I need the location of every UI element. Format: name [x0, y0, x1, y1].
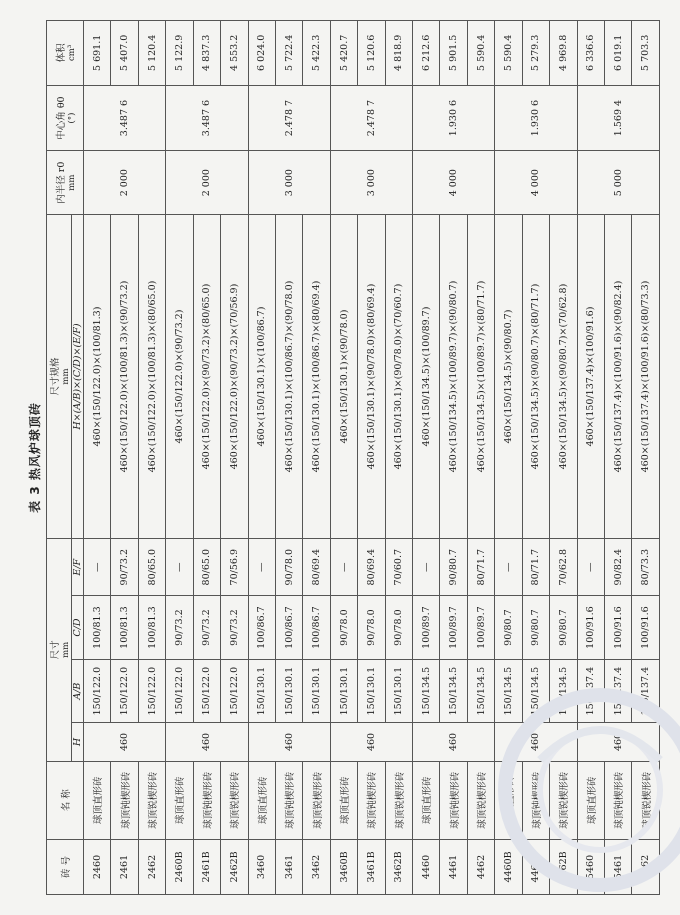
- cell-ab: 150/137.4: [632, 659, 660, 723]
- cell-ef: —: [166, 539, 193, 596]
- cell-radius: 4 000: [413, 151, 495, 215]
- header-name: 名 称: [47, 761, 84, 839]
- cell-radius: 3 000: [330, 151, 412, 215]
- cell-cd: 100/89.7: [467, 596, 494, 660]
- cell-spec: 460×(150/134.5)×(100/89.7): [413, 214, 440, 538]
- cell-spec: 460×(150/134.5)×(90/80.7): [495, 214, 522, 538]
- cell-spec: 460×(150/122.0)×(90/73.2)×(80/65.0): [193, 214, 220, 538]
- cell-ef: —: [330, 539, 357, 596]
- cell-volume: 6 336.6: [577, 21, 604, 86]
- brick-table: [46, 20, 660, 895]
- cell-code: 2462: [138, 839, 165, 894]
- cell-name: 球顶钝楔形砖: [111, 761, 138, 839]
- cell-name: 球顶直形砖: [495, 761, 522, 839]
- cell-ab: 150/122.0: [84, 659, 111, 723]
- header-angle-label: 中心角 θ0: [56, 96, 67, 140]
- cell-code: 4460B: [495, 839, 522, 894]
- header-radius-label: 内半径 r0: [56, 161, 67, 204]
- cell-cd: 100/86.7: [275, 596, 302, 660]
- cell-name: 球顶钝楔形砖: [275, 761, 302, 839]
- header-spec-label: 尺寸规格: [50, 357, 61, 396]
- cell-code: 2460: [84, 839, 111, 894]
- cell-radius: 4 000: [495, 151, 577, 215]
- table-row: [577, 21, 604, 895]
- cell-name: 球顶锐楔形砖: [221, 761, 248, 839]
- cell-ab: 150/122.0: [221, 659, 248, 723]
- cell-cd: 100/91.6: [632, 596, 660, 660]
- cell-spec: 460×(150/122.0)×(90/73.2): [166, 214, 193, 538]
- cell-ef: 90/78.0: [275, 539, 302, 596]
- cell-ab: 150/134.5: [550, 659, 577, 723]
- cell-ef: 90/73.2: [111, 539, 138, 596]
- cell-name: 球顶直形砖: [166, 761, 193, 839]
- cell-volume: 4 837.3: [193, 21, 220, 86]
- cell-ef: 80/73.3: [632, 539, 660, 596]
- cell-ab: 150/122.0: [193, 659, 220, 723]
- cell-code: 2460B: [166, 839, 193, 894]
- cell-volume: 6 019.1: [605, 21, 632, 86]
- cell-cd: 100/86.7: [248, 596, 275, 660]
- cell-cd: 90/73.2: [193, 596, 220, 660]
- table-row: [248, 21, 275, 895]
- table-row: [413, 21, 440, 895]
- cell-spec: 460×(150/134.5)×(100/89.7)×(80/71.7): [467, 214, 494, 538]
- cell-volume: 5 279.3: [522, 21, 549, 86]
- cell-H: 460: [495, 723, 577, 761]
- header-radius: [47, 151, 84, 215]
- cell-spec: 460×(150/134.5)×(90/80.7)×(70/62.8): [550, 214, 577, 538]
- header-volume-unit: cm³: [67, 44, 77, 61]
- cell-name: 球顶钝楔形砖: [605, 761, 632, 839]
- cell-ab: 150/137.4: [577, 659, 604, 723]
- cell-ef: 70/56.9: [221, 539, 248, 596]
- cell-volume: 5 691.1: [84, 21, 111, 86]
- cell-cd: 100/81.3: [84, 596, 111, 660]
- cell-ab: 150/134.5: [522, 659, 549, 723]
- header-dims-unit: mm: [61, 641, 71, 658]
- cell-volume: 5 407.0: [111, 21, 138, 86]
- cell-spec: 460×(150/137.4)×(100/91.6)×(90/82.4): [605, 214, 632, 538]
- cell-volume: 5 722.4: [275, 21, 302, 86]
- cell-name: 球顶锐楔形砖: [303, 761, 330, 839]
- cell-ef: —: [248, 539, 275, 596]
- cell-cd: 90/73.2: [166, 596, 193, 660]
- cell-H: 460: [248, 723, 330, 761]
- table-row: [84, 21, 111, 895]
- cell-code: 3461: [275, 839, 302, 894]
- cell-cd: 100/91.6: [577, 596, 604, 660]
- cell-volume: 4 818.9: [385, 21, 412, 86]
- cell-name: 球顶钝楔形砖: [522, 761, 549, 839]
- cell-H: 460: [166, 723, 248, 761]
- cell-name: 球顶锐楔形砖: [138, 761, 165, 839]
- cell-ef: 90/80.7: [440, 539, 467, 596]
- cell-ef: 80/65.0: [193, 539, 220, 596]
- cell-spec: 460×(150/130.1)×(100/86.7)×(80/69.4): [303, 214, 330, 538]
- cell-volume: 5 901.5: [440, 21, 467, 86]
- table-row: [495, 21, 522, 895]
- cell-ab: 150/134.5: [495, 659, 522, 723]
- cell-ab: 150/137.4: [605, 659, 632, 723]
- cell-radius: 5 000: [577, 151, 659, 215]
- cell-volume: 6 024.0: [248, 21, 275, 86]
- header-volume-label: 体积: [56, 43, 67, 63]
- header-CD: C/D: [72, 596, 84, 660]
- cell-cd: 100/89.7: [440, 596, 467, 660]
- cell-ef: 90/82.4: [605, 539, 632, 596]
- table-body: [84, 21, 660, 895]
- cell-ab: 150/122.0: [138, 659, 165, 723]
- table-row: [166, 21, 193, 895]
- cell-radius: 2 000: [166, 151, 248, 215]
- header-radius-unit: mm: [67, 174, 77, 191]
- header-spec-unit: mm: [61, 368, 71, 385]
- cell-code: 4461: [440, 839, 467, 894]
- cell-radius: 3 000: [248, 151, 330, 215]
- cell-cd: 100/91.6: [605, 596, 632, 660]
- cell-code: 5461: [605, 839, 632, 894]
- cell-H: 460: [330, 723, 412, 761]
- cell-code: 4462: [467, 839, 494, 894]
- cell-cd: 90/73.2: [221, 596, 248, 660]
- cell-ef: 70/62.8: [550, 539, 577, 596]
- cell-cd: 90/80.7: [495, 596, 522, 660]
- cell-spec: 460×(150/122.0)×(100/81.3): [84, 214, 111, 538]
- header-spec-formula: H×(A/B)×(C/D)×(E/F): [72, 214, 84, 538]
- cell-cd: 90/78.0: [358, 596, 385, 660]
- cell-ab: 150/122.0: [111, 659, 138, 723]
- header-code: 砖 号: [47, 839, 84, 894]
- cell-angle: 3.487 6: [84, 85, 166, 151]
- cell-ab: 150/130.1: [248, 659, 275, 723]
- cell-ab: 150/134.5: [413, 659, 440, 723]
- cell-code: 3460: [248, 839, 275, 894]
- cell-name: 球顶锐楔形砖: [632, 761, 660, 839]
- cell-spec: 460×(150/130.1)×(90/78.0)×(80/69.4): [358, 214, 385, 538]
- cell-spec: 460×(150/134.5)×(90/80.7)×(80/71.7): [522, 214, 549, 538]
- cell-code: 5460: [577, 839, 604, 894]
- rotated-table-sheet: [22, 20, 662, 895]
- cell-H: 460: [577, 723, 659, 761]
- cell-volume: 5 120.4: [138, 21, 165, 86]
- cell-angle: 2.478 7: [248, 85, 330, 151]
- cell-code: 3462: [303, 839, 330, 894]
- cell-spec: 460×(150/137.4)×(100/91.6)×(80/73.3): [632, 214, 660, 538]
- cell-spec: 460×(150/122.0)×(100/81.3)×(90/73.2): [111, 214, 138, 538]
- cell-name: 球顶直形砖: [577, 761, 604, 839]
- cell-code: 3460B: [330, 839, 357, 894]
- cell-cd: 90/78.0: [330, 596, 357, 660]
- cell-code: 2462B: [221, 839, 248, 894]
- cell-code: 3462B: [385, 839, 412, 894]
- cell-name: 球顶直形砖: [330, 761, 357, 839]
- table-row: [330, 21, 357, 895]
- cell-spec: 460×(150/137.4)×(100/91.6): [577, 214, 604, 538]
- cell-radius: 2 000: [84, 151, 166, 215]
- cell-ef: 80/71.7: [522, 539, 549, 596]
- cell-volume: 5 422.3: [303, 21, 330, 86]
- cell-ef: 70/60.7: [385, 539, 412, 596]
- cell-ef: 80/65.0: [138, 539, 165, 596]
- cell-angle: 2.478 7: [330, 85, 412, 151]
- cell-name: 球顶直形砖: [248, 761, 275, 839]
- cell-ef: —: [495, 539, 522, 596]
- cell-code: 5462: [632, 839, 660, 894]
- cell-name: 球顶钝楔形砖: [358, 761, 385, 839]
- cell-ef: 80/69.4: [303, 539, 330, 596]
- cell-ef: —: [413, 539, 440, 596]
- cell-volume: 5 590.4: [467, 21, 494, 86]
- cell-code: 4460: [413, 839, 440, 894]
- cell-volume: 4 553.2: [221, 21, 248, 86]
- cell-code: 2461: [111, 839, 138, 894]
- cell-name: 球顶钝楔形砖: [440, 761, 467, 839]
- cell-spec: 460×(150/130.1)×(100/86.7)×(90/78.0): [275, 214, 302, 538]
- cell-code: 4462B: [550, 839, 577, 894]
- cell-spec: 460×(150/122.0)×(100/81.3)×(80/65.0): [138, 214, 165, 538]
- cell-ab: 150/130.1: [385, 659, 412, 723]
- cell-H: 460: [413, 723, 495, 761]
- cell-code: 4461B: [522, 839, 549, 894]
- cell-name: 球顶钝楔形砖: [193, 761, 220, 839]
- cell-ab: 150/130.1: [330, 659, 357, 723]
- cell-H: 460: [84, 723, 166, 761]
- cell-name: 球顶锐楔形砖: [550, 761, 577, 839]
- cell-cd: 100/81.3: [111, 596, 138, 660]
- cell-name: 球顶直形砖: [413, 761, 440, 839]
- cell-ef: 80/71.7: [467, 539, 494, 596]
- header-dims: [47, 539, 72, 761]
- cell-angle: 1.569 4: [577, 85, 659, 151]
- cell-cd: 90/78.0: [385, 596, 412, 660]
- header-angle-unit: (°): [67, 112, 77, 124]
- cell-volume: 5 122.9: [166, 21, 193, 86]
- cell-angle: 3.487 6: [166, 85, 248, 151]
- header-EF: E/F: [72, 539, 84, 596]
- cell-volume: 5 703.3: [632, 21, 660, 86]
- cell-spec: 460×(150/130.1)×(100/86.7): [248, 214, 275, 538]
- cell-angle: 1.930 6: [495, 85, 577, 151]
- cell-ab: 150/134.5: [467, 659, 494, 723]
- cell-cd: 100/81.3: [138, 596, 165, 660]
- cell-ef: —: [84, 539, 111, 596]
- cell-volume: 5 420.7: [330, 21, 357, 86]
- cell-cd: 90/80.7: [522, 596, 549, 660]
- cell-volume: 6 212.6: [413, 21, 440, 86]
- cell-spec: 460×(150/130.1)×(90/78.0): [330, 214, 357, 538]
- cell-volume: 4 969.8: [550, 21, 577, 86]
- table-caption: 表 3 热风炉球顶砖: [28, 402, 42, 513]
- cell-name: 球顶锐楔形砖: [385, 761, 412, 839]
- header-volume: [47, 21, 84, 86]
- cell-cd: 100/86.7: [303, 596, 330, 660]
- cell-ef: 80/69.4: [358, 539, 385, 596]
- cell-volume: 5 120.6: [358, 21, 385, 86]
- header-dims-label: 尺寸: [50, 640, 61, 660]
- cell-ab: 150/130.1: [303, 659, 330, 723]
- cell-angle: 1.930 6: [413, 85, 495, 151]
- cell-code: 3461B: [358, 839, 385, 894]
- cell-volume: 5 590.4: [495, 21, 522, 86]
- header-row-1: [47, 21, 72, 895]
- cell-name: 球顶直形砖: [84, 761, 111, 839]
- cell-spec: 460×(150/130.1)×(90/78.0)×(70/60.7): [385, 214, 412, 538]
- cell-spec: 460×(150/134.5)×(100/89.7)×(90/80.7): [440, 214, 467, 538]
- cell-spec: 460×(150/122.0)×(90/73.2)×(70/56.9): [221, 214, 248, 538]
- header-H: H: [72, 723, 84, 761]
- cell-ab: 150/134.5: [440, 659, 467, 723]
- cell-ef: —: [577, 539, 604, 596]
- header-AB: A/B: [72, 659, 84, 723]
- header-spec: [47, 214, 72, 538]
- header-angle: [47, 85, 84, 151]
- cell-name: 球顶锐楔形砖: [467, 761, 494, 839]
- cell-cd: 90/80.7: [550, 596, 577, 660]
- cell-cd: 100/89.7: [413, 596, 440, 660]
- cell-code: 2461B: [193, 839, 220, 894]
- cell-ab: 150/130.1: [275, 659, 302, 723]
- cell-ab: 150/130.1: [358, 659, 385, 723]
- cell-ab: 150/122.0: [166, 659, 193, 723]
